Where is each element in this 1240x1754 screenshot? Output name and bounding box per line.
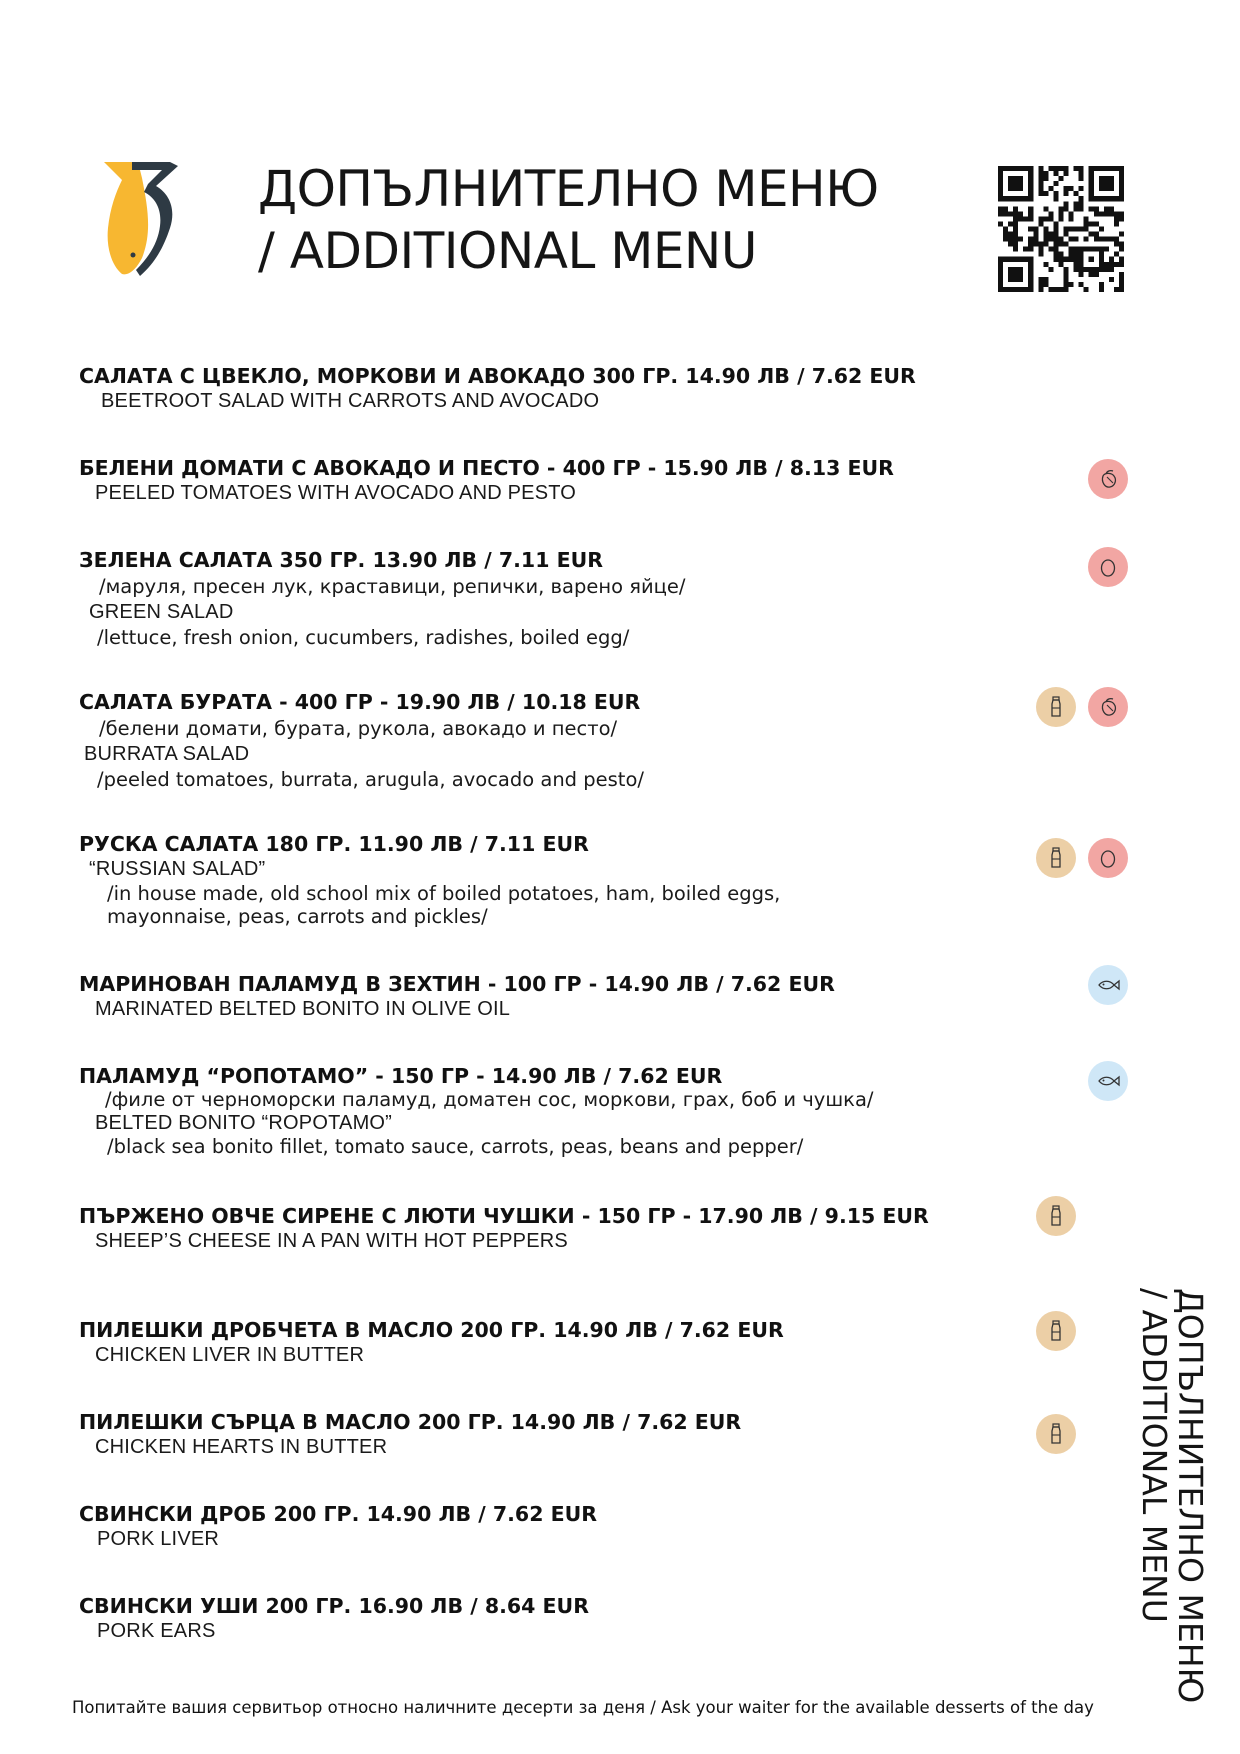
menu-item-description-bg: /белени домати, бурата, рукола, авокадо и песто/ [99, 717, 618, 740]
milk-allergen-badge [1036, 1311, 1076, 1351]
menu-item-description-en: /peeled tomatoes, burrata, arugula, avocado and pesto/ [97, 768, 644, 791]
menu-item-title: ПЪРЖЕНО ОВЧЕ СИРЕНЕ С ЛЮТИ ЧУШКИ - 150 ГР - 17.90 ЛВ / 9.15 EUR [79, 1204, 929, 1228]
fish-allergen-badge [1088, 965, 1128, 1005]
menu-item-description-bg: /филе от черноморски паламуд, доматен сос, моркови, грах, боб и чушка/ [105, 1088, 874, 1111]
menu-item-english-name: BURRATA SALAD [84, 743, 250, 765]
qr-code [998, 166, 1124, 292]
side-title-line-bg: ДОПЪЛНИТЕЛНО МЕНЮ [1171, 1288, 1210, 1704]
menu-item-title: ПИЛЕШКИ ДРОБЧЕТА В МАСЛО 200 ГР. 14.90 ЛВ / 7.62 EUR [79, 1318, 784, 1342]
fish-allergen-badge [1088, 1061, 1128, 1101]
egg-icon [1095, 554, 1121, 580]
footer-note: Попитайте вашия сервитьор относно наличните десерти за деня / Ask your waiter for the available desserts of the day [72, 1698, 1094, 1717]
menu-item-english-name: GREEN SALAD [89, 601, 234, 623]
menu-item-title: МАРИНОВАН ПАЛАМУД В ЗЕХТИН - 100 ГР - 14.90 ЛВ / 7.62 EUR [79, 972, 835, 996]
nut-icon [1095, 694, 1121, 720]
menu-item-english-name: MARINATED BELTED BONITO IN OLIVE OIL [95, 998, 511, 1020]
egg-allergen-badge [1088, 838, 1128, 878]
milk-allergen-badge [1036, 1196, 1076, 1236]
milk-allergen-badge [1036, 1414, 1076, 1454]
title-line-en: / ADDITIONAL MENU [258, 222, 757, 280]
milk-icon [1043, 694, 1069, 720]
egg-allergen-badge [1088, 547, 1128, 587]
side-title [1136, 1288, 1208, 1703]
menu-item-description-en: /black sea bonito fillet, tomato sauce, carrots, peas, beans and pepper/ [107, 1135, 804, 1158]
menu-item-english-name: CHICKEN LIVER IN BUTTER [95, 1344, 365, 1366]
menu-item-title: РУСКА САЛАТА 180 ГР. 11.90 ЛВ / 7.11 EUR [79, 832, 589, 856]
title-line-bg: ДОПЪЛНИТЕЛНО МЕНЮ [258, 160, 879, 218]
menu-item-english-name: PORK LIVER [97, 1528, 220, 1550]
restaurant-logo [100, 158, 180, 278]
menu-item-title: ПАЛАМУД “РОПОТАМО” - 150 ГР - 14.90 ЛВ / 7.62 EUR [79, 1064, 723, 1088]
fish-icon [1095, 972, 1121, 998]
page-title [258, 158, 879, 282]
menu-item-english-name: “RUSSIAN SALAD” [89, 858, 266, 880]
milk-icon [1043, 845, 1069, 871]
side-title-line-en: / ADDITIONAL MENU [1135, 1288, 1174, 1623]
menu-item-description-bg: /маруля, пресен лук, краставици, репички, варено яйце/ [99, 575, 686, 598]
menu-item-english-name: BEETROOT SALAD WITH CARROTS AND AVOCADO [101, 390, 600, 412]
milk-icon [1043, 1203, 1069, 1229]
milk-icon [1043, 1421, 1069, 1447]
egg-icon [1095, 845, 1121, 871]
nut-allergen-badge [1088, 687, 1128, 727]
menu-item-english-name: PORK EARS [97, 1620, 216, 1642]
menu-item-title: САЛАТА С ЦВЕКЛО, МОРКОВИ И АВОКАДО 300 ГР. 14.90 ЛВ / 7.62 EUR [79, 364, 916, 388]
menu-item-description-en: mayonnaise, peas, carrots and pickles/ [107, 905, 488, 928]
menu-item-title: СВИНСКИ ДРОБ 200 ГР. 14.90 ЛВ / 7.62 EUR [79, 1502, 598, 1526]
fish-icon [1095, 1068, 1121, 1094]
milk-allergen-badge [1036, 838, 1076, 878]
menu-item-english-name: BELTED BONITO “ROPOTAMO” [95, 1112, 393, 1134]
menu-item-english-name: SHEEP’S CHEESE IN A PAN WITH HOT PEPPERS [95, 1230, 568, 1252]
milk-icon [1043, 1318, 1069, 1344]
menu-item-title: СВИНСКИ УШИ 200 ГР. 16.90 ЛВ / 8.64 EUR [79, 1594, 589, 1618]
menu-item-english-name: PEELED TOMATOES WITH AVOCADO AND PESTO [95, 482, 577, 504]
milk-allergen-badge [1036, 687, 1076, 727]
menu-item-description-en: /in house made, old school mix of boiled potatoes, ham, boiled eggs, [107, 882, 781, 905]
menu-item-english-name: CHICKEN HEARTS IN BUTTER [95, 1436, 388, 1458]
menu-item-title: ЗЕЛЕНА САЛАТА 350 ГР. 13.90 ЛВ / 7.11 EUR [79, 548, 604, 572]
menu-item-title: САЛАТА БУРАТА - 400 ГР - 19.90 ЛВ / 10.18 EUR [79, 690, 641, 714]
nut-icon [1095, 466, 1121, 492]
menu-item-title: ПИЛЕШКИ СЪРЦА В МАСЛО 200 ГР. 14.90 ЛВ / 7.62 EUR [79, 1410, 742, 1434]
nut-allergen-badge [1088, 459, 1128, 499]
menu-item-title: БЕЛЕНИ ДОМАТИ С АВОКАДО И ПЕСТО - 400 ГР - 15.90 ЛВ / 8.13 EUR [79, 456, 894, 480]
menu-item-description-en: /lettuce, fresh onion, cucumbers, radishes, boiled egg/ [97, 626, 630, 649]
